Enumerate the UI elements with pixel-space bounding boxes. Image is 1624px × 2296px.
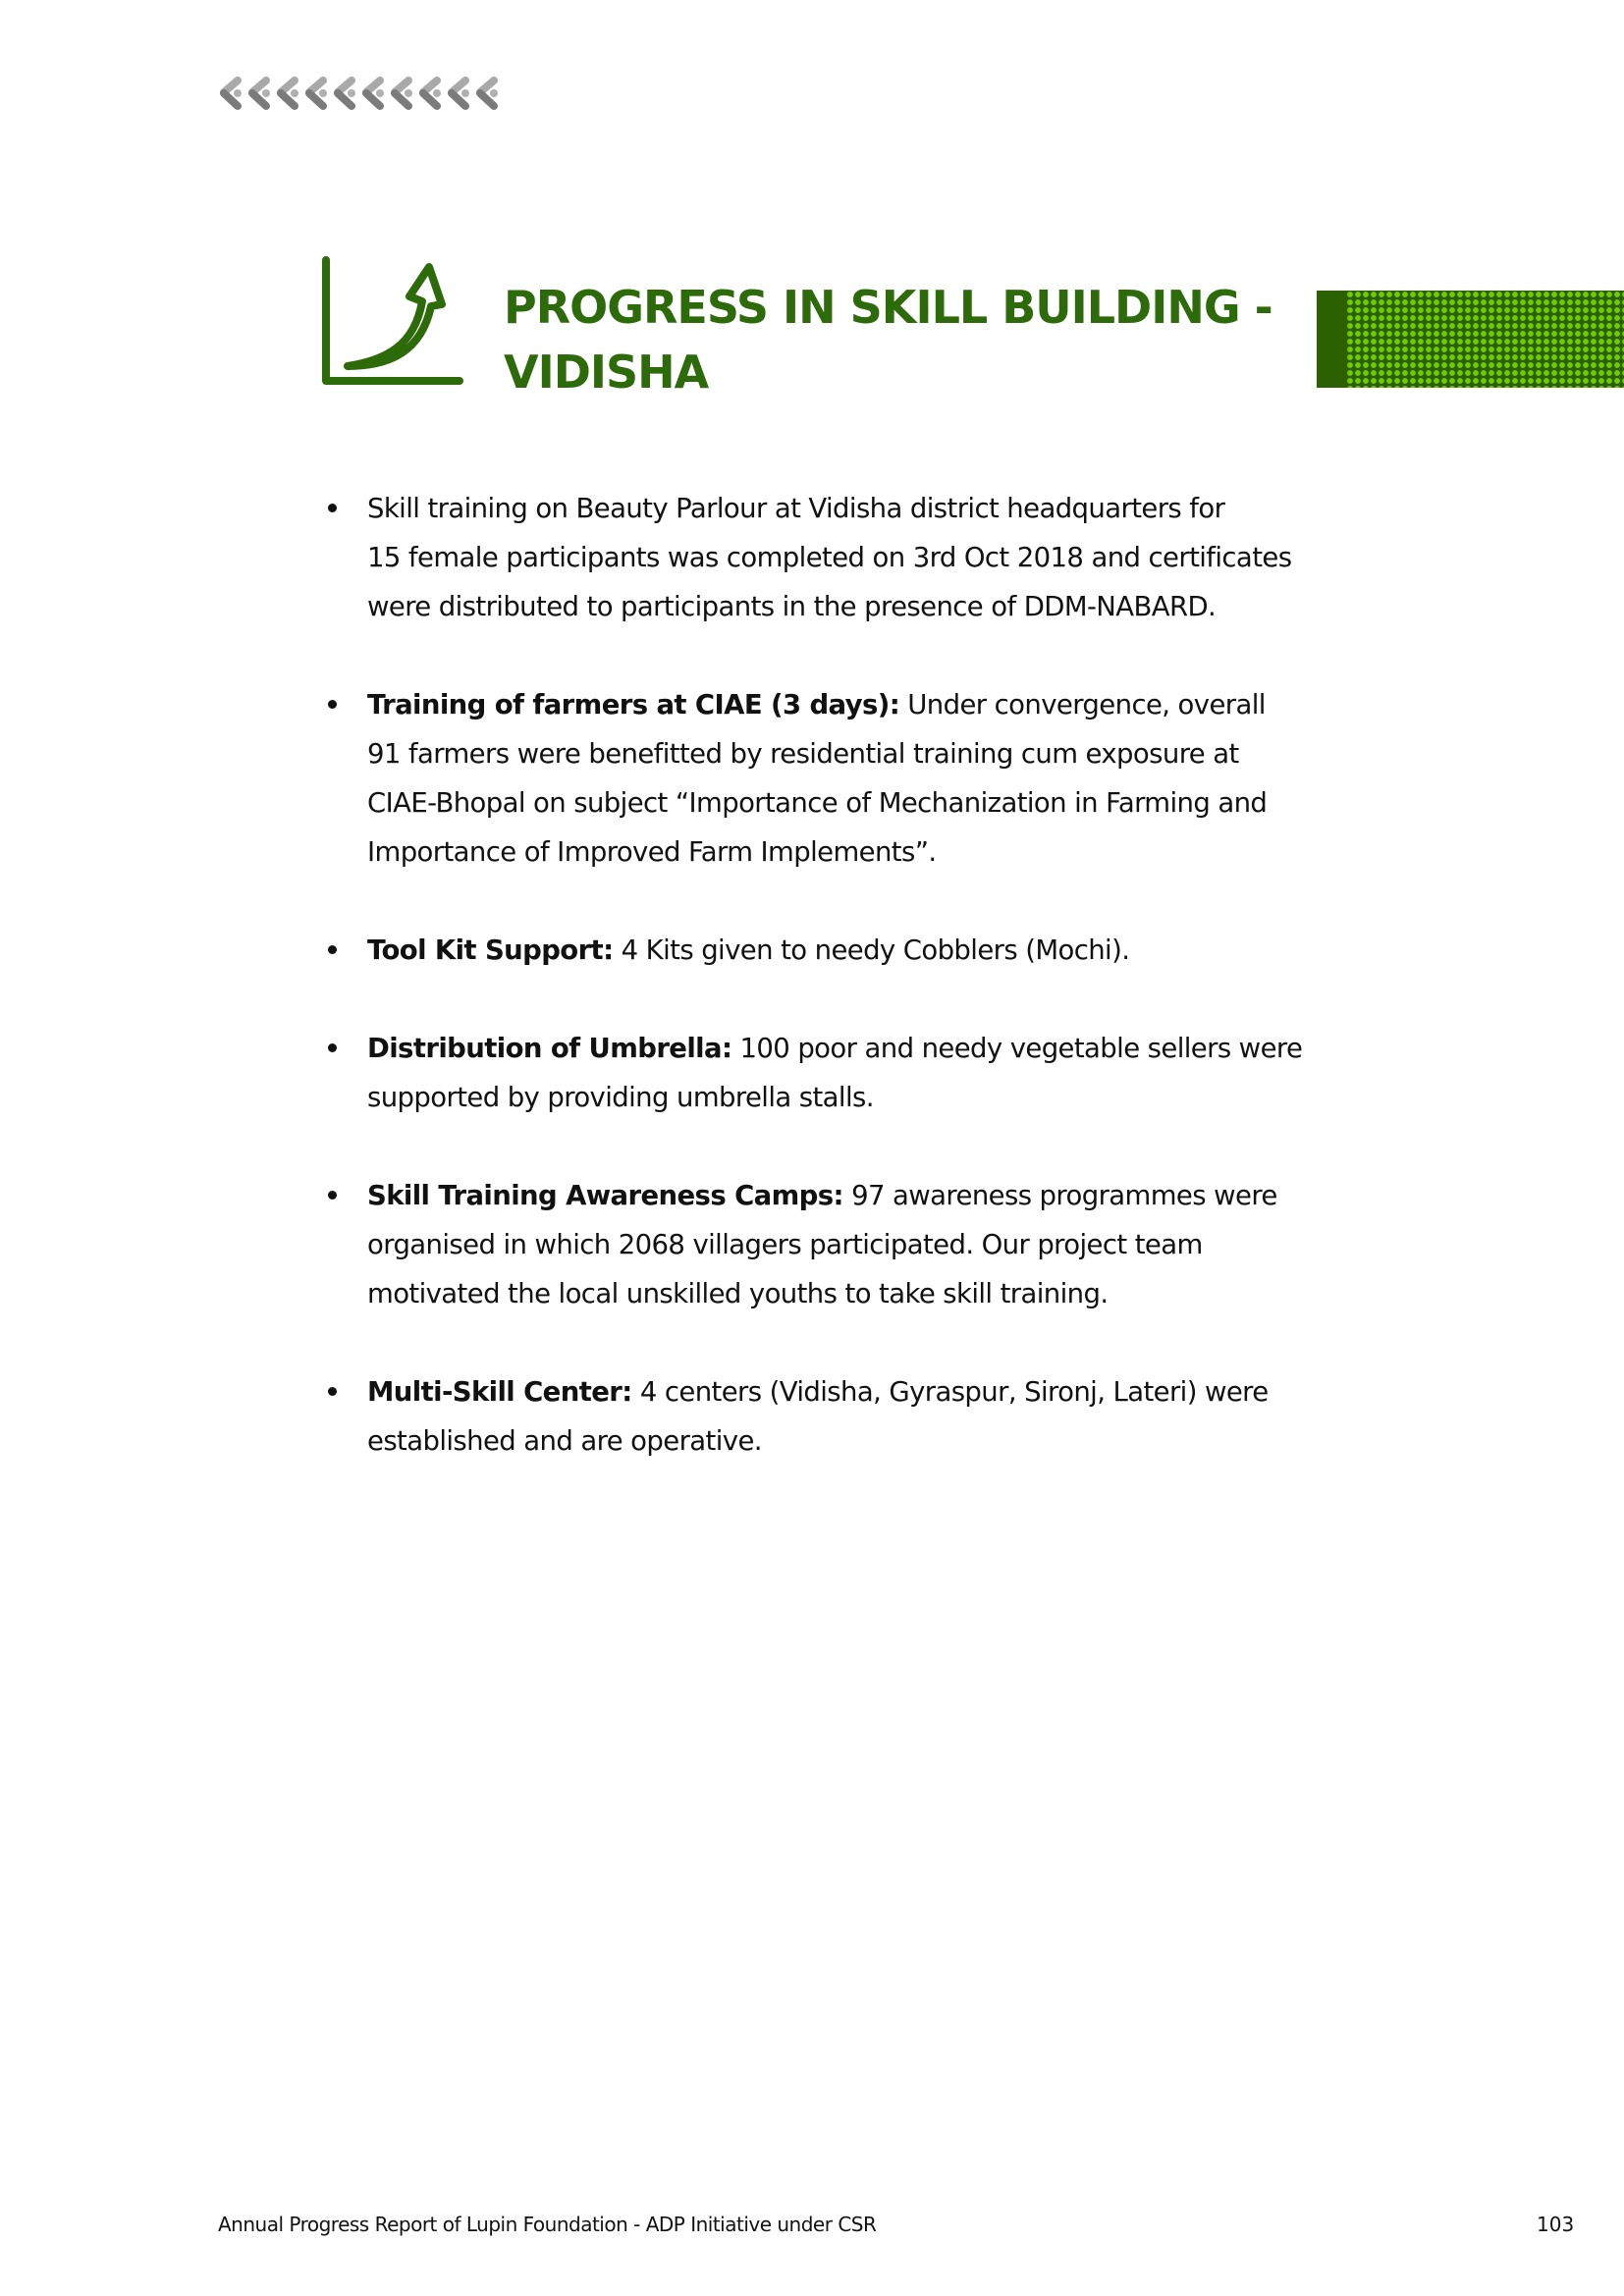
chevron-left-icon	[474, 77, 501, 110]
bullet-text: Importance of Improved Farm Implements”.	[367, 836, 937, 868]
bullet-text-line	[367, 484, 1419, 533]
bullet-text: established and are operative.	[367, 1425, 762, 1457]
chevron-left-icon	[275, 77, 301, 110]
bullet-list	[319, 484, 1419, 1515]
bullet-text-line	[367, 680, 1419, 729]
chevron-left-icon	[246, 77, 273, 110]
bullet-text: supported by providing umbrella stalls.	[367, 1082, 874, 1113]
chevron-left-icon	[218, 77, 244, 110]
bullet-text-line	[367, 1171, 1419, 1220]
bullet-text: Skill training on Beauty Parlour at Vidisha district headquarters for	[367, 493, 1225, 524]
bullet-text-line	[367, 926, 1419, 975]
bullet-icon	[328, 945, 337, 954]
bullet-text: 91 farmers were benefitted by residential training cum exposure at	[367, 738, 1239, 770]
bullet-text: CIAE-Bhopal on subject “Importance of Mechanization in Farming and	[367, 787, 1268, 819]
bullet-lead: Training of farmers at CIAE (3 days):	[367, 689, 900, 721]
bullet-text-line	[367, 582, 1419, 631]
bullet-text: Under convergence, overall	[899, 689, 1266, 721]
chevron-left-icon	[303, 77, 330, 110]
page-title	[504, 275, 1272, 404]
bullet-lead: Tool Kit Support:	[367, 934, 614, 966]
bullet-icon	[328, 1191, 337, 1200]
bullet-lead: Multi-Skill Center:	[367, 1376, 632, 1408]
bullet-icon	[328, 1043, 337, 1052]
bullet-text-line	[367, 1416, 1419, 1466]
bullet-text-line	[367, 533, 1419, 582]
list-item	[319, 484, 1419, 631]
bullet-text-line	[367, 1269, 1419, 1318]
chevron-left-icon	[389, 77, 415, 110]
page-number: 103	[1537, 2213, 1575, 2236]
list-item	[319, 1367, 1419, 1466]
decorative-bar-solid-edge	[1317, 291, 1346, 388]
bullet-icon	[328, 504, 337, 512]
bullet-icon	[328, 700, 337, 709]
page-title-line-1: PROGRESS IN SKILL BUILDING -	[504, 281, 1272, 334]
chevron-decoration-row	[218, 77, 501, 110]
bullet-text: were distributed to participants in the presence of DDM-NABARD.	[367, 591, 1217, 622]
bullet-text-line	[367, 1220, 1419, 1269]
bullet-icon	[328, 1387, 337, 1396]
bullet-lead: Distribution of Umbrella:	[367, 1033, 732, 1064]
list-item	[319, 1171, 1419, 1318]
bullet-text-line	[367, 729, 1419, 778]
footer-report-title: Annual Progress Report of Lupin Foundation - ADP Initiative under CSR	[218, 2213, 877, 2236]
bullet-text: 4 Kits given to needy Cobblers (Mochi).	[613, 934, 1130, 966]
chevron-left-icon	[417, 77, 444, 110]
bullet-text: motivated the local unskilled youths to take skill training.	[367, 1278, 1109, 1309]
bullet-text: organised in which 2068 villagers participated. Our project team	[367, 1229, 1203, 1260]
growth-chart-arrow-icon	[316, 250, 468, 390]
chevron-left-icon	[360, 77, 387, 110]
bullet-text: 15 female participants was completed on 3rd Oct 2018 and certificates	[367, 542, 1292, 573]
list-item	[319, 680, 1419, 877]
bullet-text-line	[367, 778, 1419, 828]
list-item	[319, 926, 1419, 975]
page-title-line-2: VIDISHA	[504, 346, 709, 399]
bullet-lead: Skill Training Awareness Camps:	[367, 1180, 843, 1211]
bullet-text-line	[367, 1073, 1419, 1122]
list-item	[319, 1024, 1419, 1122]
bullet-text: 100 poor and needy vegetable sellers were	[731, 1033, 1303, 1064]
bullet-text: 4 centers (Vidisha, Gyraspur, Sironj, Lateri) were	[631, 1376, 1269, 1408]
bullet-text: 97 awareness programmes were	[842, 1180, 1277, 1211]
decorative-dotted-bar	[1317, 291, 1624, 388]
bullet-text-line	[367, 1024, 1419, 1073]
chevron-left-icon	[332, 77, 358, 110]
bullet-text-line	[367, 828, 1419, 877]
bullet-text-line	[367, 1367, 1419, 1416]
chevron-left-icon	[446, 77, 472, 110]
